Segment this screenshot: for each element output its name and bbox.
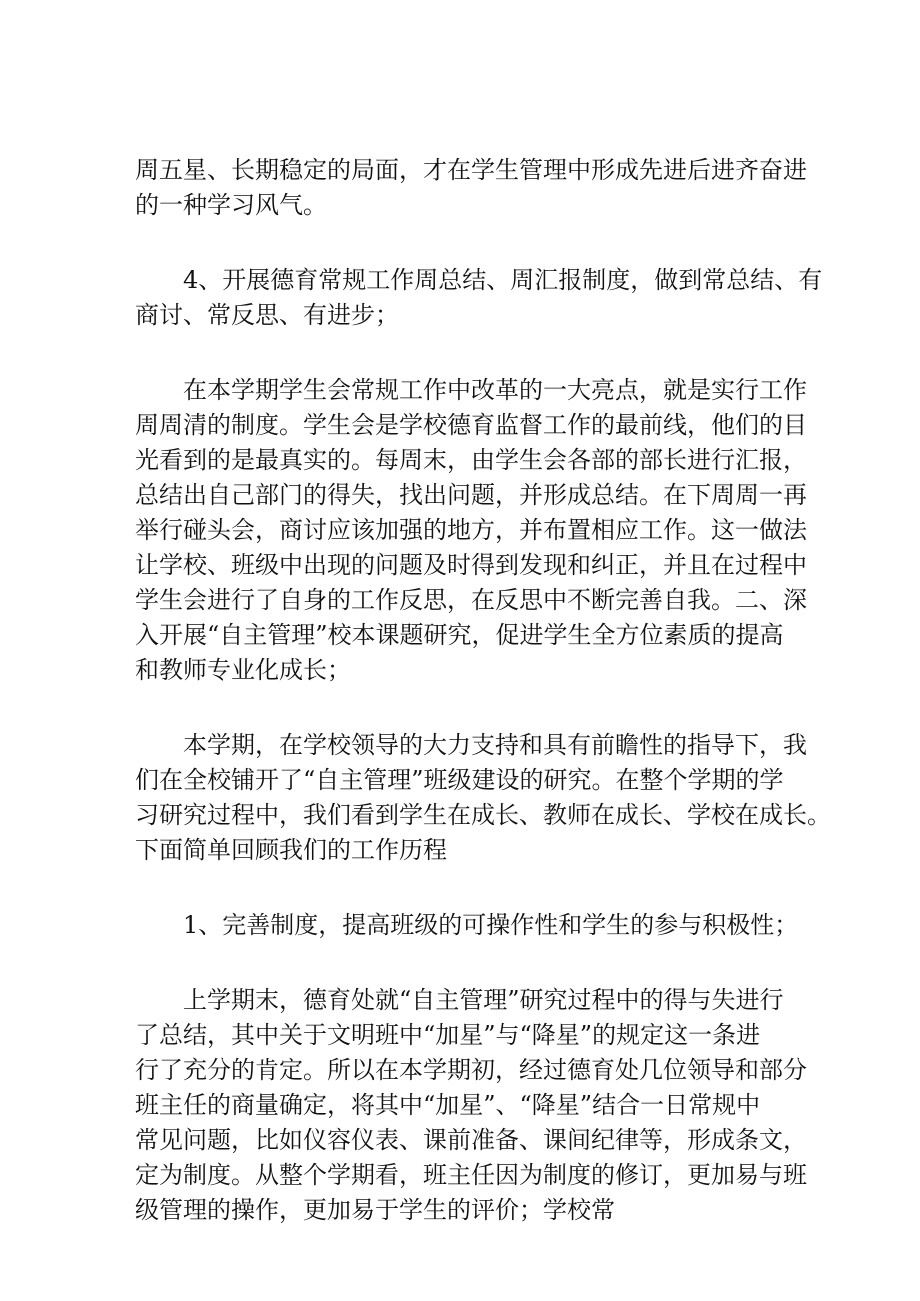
text-line: 让学校、班级中出现的问题及时得到发现和纠正，并且在过程中 <box>135 551 807 579</box>
text-line: 学生会进行了自身的工作反思，在反思中不断完善自我。二、深 <box>135 586 807 614</box>
text-line: 在本学期学生会常规工作中改革的一大亮点，就是实行工作 <box>135 376 807 404</box>
text-line: 入开展“自主管理”校本课题研究，促进学生全方位素质的提高 <box>135 621 784 649</box>
text-line: 班主任的商量确定，将其中“加星”、“降星”结合一日常规中 <box>135 1091 761 1119</box>
paragraph-student-union-weekly <box>135 373 807 688</box>
text-line: 习研究过程中，我们看到学生在成长、教师在成长、学校在成长。 <box>135 801 831 829</box>
text-line: 光看到的是最真实的。每周末，由学生会各部的部长进行汇报， <box>135 446 807 474</box>
text-line: 下面简单回顾我们的工作历程 <box>135 836 447 864</box>
text-line: 上学期末，德育处就“自主管理”研究过程中的得与失进行 <box>135 986 784 1014</box>
text-line: 定为制度。从整个学期看，班主任因为制度的修订，更加易与班 <box>135 1161 807 1189</box>
text-line: 周五星、长期稳定的局面，才在学生管理中形成先进后进齐奋进 <box>135 156 807 184</box>
text-line: 总结出自己部门的得失，找出问题，并形成总结。在下周周一再 <box>135 481 807 509</box>
text-line: 4、开展德育常规工作周总结、周汇报制度，做到常总结、有 <box>135 266 823 294</box>
text-line: 本学期，在学校领导的大力支持和具有前瞻性的指导下，我 <box>135 731 807 759</box>
text-line: 举行碰头会，商讨应该加强的地方，并布置相应工作。这一做法 <box>135 516 807 544</box>
text-line: 周周清的制度。学生会是学校德育监督工作的最前线，他们的目 <box>135 411 807 439</box>
text-line: 了总结，其中关于文明班中“加星”与“降星”的规定这一条进 <box>135 1021 761 1049</box>
text-line: 行了充分的肯定。所以在本学期初，经过德育处几位领导和部分 <box>135 1056 807 1084</box>
text-line: 1、完善制度，提高班级的可操作性和学生的参与积极性； <box>135 911 799 939</box>
document-body <box>135 153 831 1228</box>
paragraph-star-rules-summary <box>135 983 807 1228</box>
text-line: 们在全校铺开了“自主管理”班级建设的研究。在整个学期的学 <box>135 766 784 794</box>
text-line: 的一种学习风气。 <box>135 191 327 219</box>
paragraph-star-system-conclusion <box>135 153 807 223</box>
text-line: 商讨、常反思、有进步； <box>135 301 399 329</box>
paragraph-self-management-research <box>135 728 831 868</box>
text-line: 和教师专业化成长； <box>135 656 351 684</box>
paragraph-item-1-heading <box>135 908 799 943</box>
paragraph-item-4-heading <box>135 263 823 333</box>
text-line: 常见问题，比如仪容仪表、课前准备、课间纪律等，形成条文， <box>135 1126 807 1154</box>
text-line: 级管理的操作，更加易于学生的评价；学校常 <box>135 1196 615 1224</box>
